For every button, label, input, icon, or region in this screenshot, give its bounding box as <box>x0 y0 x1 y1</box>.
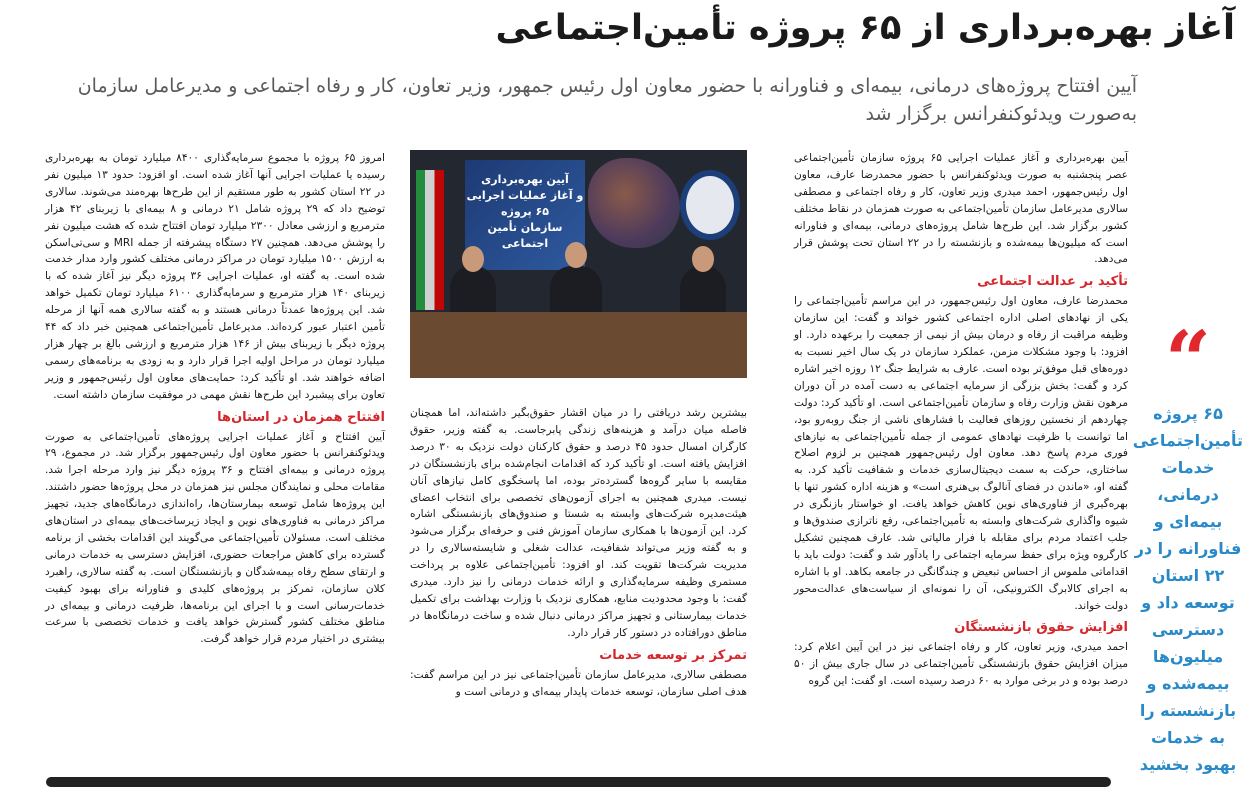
article-column-left <box>45 150 385 648</box>
pull-quote-text: ۶۵ پروژه تأمین‌اجتماعی خدمات درمانی، بیمه‌ای و فناورانه را در ۲۲ استان توسعه داد و دسترسی میلیون‌ها بیمه‌شده و بازنشسته را به خدمات بهبود بخشید <box>1132 404 1243 774</box>
banner-line: سازمان تأمین اجتماعی <box>487 221 563 250</box>
subhead-service-development: تمرکز بر توسعه خدمات <box>599 647 747 663</box>
body-paragraph: بیشترین رشد دریافتی را در میان اقشار حقوق‌بگیر داشته‌اند، اما همچنان فاصله میان درآمد و هزینه‌های زندگی پابرجاست. به گفته وزیر، حقوق کارگران امسال حدود ۴۵ درصد و حقوق کارکنان دولت نزدیک به ۳۰ درصد افزایش یافته است. او تأکید کرد که اقدامات انجام‌شده برای بازنشستگان در مقایسه با سایر گروه‌ها گسترده‌تر بوده، اما پاسخگوی کامل نیازهای آنان نیست. میدری همچنین به اجرای آزمون‌های تخصصی برای انتخاب اعضای هیئت‌مدیره شرکت‌های وابسته به شستا و صندوق‌های بازنشستگی اشاره کرد. این آزمون‌ها با همکاری سازمان آموزش فنی و حرفه‌ای برگزار می‌شود و به گفته وزیر می‌تواند شفافیت، عدالت شغلی و شایسته‌سالاری را در مدیریت شرکت‌ها تقویت کند. او افزود: تأمین‌اجتماعی علاوه بر پرداخت مستمری وظیفه سرمایه‌گذاری و ارائه خدمات درمانی را نیز دارد. میدری گفت: با وجود محدودیت منابع، همکاری نزدیک با وزارت بهداشت برای تکمیل خدمات بیمارستانی و تجهیز مراکز درمانی دنبال شده و ساخت درمانگاه‌ها در مناطق دورافتاده در دستور کار قرار دارد. <box>410 407 747 639</box>
banner-line: و آغاز عملیات اجرایی <box>466 189 584 202</box>
body-paragraph: احمد میدری، وزیر تعاون، کار و رفاه اجتماعی نیز در این آیین اعلام کرد: میزان افزایش حقوق بازنشستگی تأمین‌اجتماعی در سال جاری بیش از ۵۰ درصد بوده و در برخی موارد به ۶۰ درصد رسیده است. او گفت: این گروه <box>794 641 1128 688</box>
body-paragraph: محمدرضا عارف، معاون اول رئیس‌جمهور، در این مراسم تأمین‌اجتماعی را یکی از نهادهای اصلی اداره اجتماعی کشور خواند و گفت: این سازمان وظیفه مراقبت از رفاه و درمان بیش از نیمی از جمعیت را برعهده دارد. او افزود: با وجود مشکلات مزمن، عملکرد سازمان در یک سال اخیر نسبت به دوره‌های قبل موفق‌تر بوده است. عارف به شرایط جنگ ۱۲ روزه اخیر اشاره کرد و گفت: بخش بزرگی از سرمایه اجتماعی به دست آمده در آن دوران مرهون نقش وزارت رفاه و سازمان تأمین‌اجتماعی است. او تأکید کرد: دولت چهاردهم از نخستین روزهای فعالیت با فشارهای ناشی از جنگ روبه‌رو بود، اما توانست با ظرفیت نهادهای عمومی از جمله تأمین‌اجتماعی به نیازهای فوری مردم پاسخ دهد. معاون اول رئیس‌جمهور همچنین بر لزوم اصلاح ساختاری، حرکت به سمت دیجیتال‌سازی خدمات و شفافیت تأکید کرد. به گفته او، «ماندن در فضای آنالوگ بی‌هنری است» و هزینه اداره کشور تنها با بهره‌گیری از فناوری‌های نوین کاهش خواهد یافت. او خواستار بازنگری در شیوه واگذاری شرکت‌های وابسته به تأمین‌اجتماعی، رفع ناترازی صندوق‌ها و جلب اعتماد مردم برای مقابله با فرار مالیاتی شد. عارف همچنین تشکیل کارگروه ویژه برای حفظ سرمایه اجتماعی را یادآور شد و گفت: دولت باید با اقداماتی ملموس از احساس تبعیض و چندگانگی در جامعه بکاهد. او با اشاره به اجرای کالابرگ الکترونیکی، آن را نمونه‌ای از سیاست‌های عدالت‌محور دولت خواند. <box>794 295 1128 612</box>
person-head <box>462 246 484 272</box>
body-paragraph: آیین افتتاح و آغاز عملیات اجرایی پروژه‌های تأمین‌اجتماعی به صورت ویدئوکنفرانس با حضور معاون اول رئیس‌جمهور برگزار شد. در مجموع، ۲۹ پروژه درمانی و بیمه‌ای افتتاح و ۳۶ پروژه دیگر نیز وارد مرحله اجرا شد. مقامات محلی و نمایندگان مجلس نیز همزمان در محل پروژه‌ها حضور داشتند. این پروژه‌ها شامل توسعه بیمارستان‌ها، راه‌اندازی درمانگاه‌های جدید، تجهیز مراکز درمانی به فناوری‌های نوین و ایجاد زیرساخت‌های بیمه‌ای در استان‌های مختلف است. مسئولان تأمین‌اجتماعی می‌گویند این اقدامات بخشی از برنامه گسترده برای کاهش مراجعات حضوری، افزایش دسترسی به خدمات درمانی و ارتقای سطح رفاه بیمه‌شدگان و بازنشستگان است. به گفته سالاری، راهبرد کلان سازمان، تمرکز بر پروژه‌های کلیدی و فناورانه برای بهبود کیفیت خدمات‌رسانی است و با اجرای این برنامه‌ها، ظرفیت درمانی و بیمه‌ای در مناطق مختلف کشور گسترش خواهد یافت و خدمات تخصصی با سرعت بیشتری در اختیار مردم قرار خواهد گرفت. <box>45 430 385 646</box>
headline: آغاز بهره‌برداری از ۶۵ پروژه تأمین‌اجتماعی <box>495 8 1235 48</box>
bottom-rule <box>46 777 1111 787</box>
subhead-social-justice: تأکید بر عدالت اجتماعی <box>977 274 1128 290</box>
pull-quote <box>1132 313 1243 778</box>
conference-table <box>410 312 747 378</box>
banner-line: آیین بهره‌برداری <box>481 173 569 186</box>
article-column-middle <box>410 405 747 700</box>
body-paragraph: امروز ۶۵ پروژه با مجموع سرمایه‌گذاری ۸۴۰۰ میلیارد تومان به بهره‌برداری رسیده یا عملیات اجرایی آنها آغاز شده است. او افزود: حدود ۱۳ میلیون نفر در ۲۲ استان کشور به طور مستقیم از این طرح‌ها بهره‌مند می‌شوند. سالاری توضیح داد که ۲۹ پروژه شامل ۲۱ درمانی و ۸ بیمه‌ای با زیربنای ۴۲ هزار مترمربع و ارزشی معادل ۲۳۰۰ میلیارد تومان افتتاح شده که هشت میلیون نفر را پوشش می‌دهد. همچنین ۲۷ دستگاه پیشرفته از جمله MRI و سی‌تی‌اسکن به ارزش ۱۵۰۰ میلیارد تومان در مراکز درمانی مختلف کشور وارد مدار خدمت شده است. به گفته او، عملیات اجرایی ۳۶ پروژه دیگر نیز آغاز شده که با زیربنای ۱۴۰ هزار مترمربع و سرمایه‌گذاری ۶۱۰۰ میلیارد تومان تکمیل خواهد شد. این پروژه‌ها عمدتاً درمانی هستند و به گفته سالاری همه آنها از مرحله تأمین اعتبار عبور کرده‌اند. مدیرعامل تأمین‌اجتماعی همچنین خبر داد که ۴۴ پروژه دیگر با زیربنای بیش از ۱۴۶ هزار مترمربع و ارزشی بالغ بر چهار هزار میلیارد تومان در مراحل اولیه اجرا قرار دارد و به زودی به برنامه‌های رسمی اضافه خواهند شد. او تأکید کرد: حمایت‌های معاون اول رئیس‌جمهور و وزیر تعاون برای پیشبرد این طرح‌ها نقش مهمی در موفقیت سازمان داشته است. <box>45 152 386 401</box>
subhead-pension-increase: افزایش حقوق بازنشستگان <box>954 620 1128 636</box>
quote-mark-icon: “ <box>1164 313 1211 407</box>
body-paragraph: مصطفی سالاری، مدیرعامل سازمان تأمین‌اجتماعی نیز در این مراسم گفت: هدف اصلی سازمان، توسعه خدمات پایدار بیمه‌ای و درمانی است و <box>410 668 747 698</box>
lead-paragraph: آیین افتتاح پروژه‌های درمانی، بیمه‌ای و فناورانه با حضور معاون اول رئیس جمهور، وزیر تعاون، کار و رفاه اجتماعی و مدیرعامل سازمان به‌صورت ویدئوکنفرانس برگزار شد <box>77 75 1137 125</box>
intro-paragraph: آیین بهره‌برداری و آغاز عملیات اجرایی ۶۵ پروژه سازمان تأمین‌اجتماعی عصر پنجشنبه به صورت ویدئوکنفرانس با حضور محمدرضا عارف، معاون اول رئیس‌جمهور، احمد میدری وزیر تعاون، کار و رفاه اجتماعی و مصطفی سالاری مدیرعامل سازمان تأمین‌اجتماعی به صورت همزمان در نقاط مختلف کشور برگزار شد. این طرح‌ها شامل پروژه‌های درمانی، بیمه‌ای و فناورانه است که میلیون‌ها بیمه‌شده و بازنشسته را در ۲۲ استان تحت پوشش قرار می‌دهد. <box>794 152 1128 266</box>
person-head <box>692 246 714 272</box>
person-head <box>565 242 587 268</box>
flag <box>416 170 444 310</box>
banner-line: ۶۵ پروژه <box>501 205 549 218</box>
organization-logo <box>680 170 740 240</box>
article-column-right <box>794 150 1128 690</box>
conference-photo <box>410 150 747 378</box>
subhead-simultaneous-opening: افتتاح همزمان در استان‌ها <box>217 409 385 425</box>
iran-map-graphic <box>588 158 680 248</box>
